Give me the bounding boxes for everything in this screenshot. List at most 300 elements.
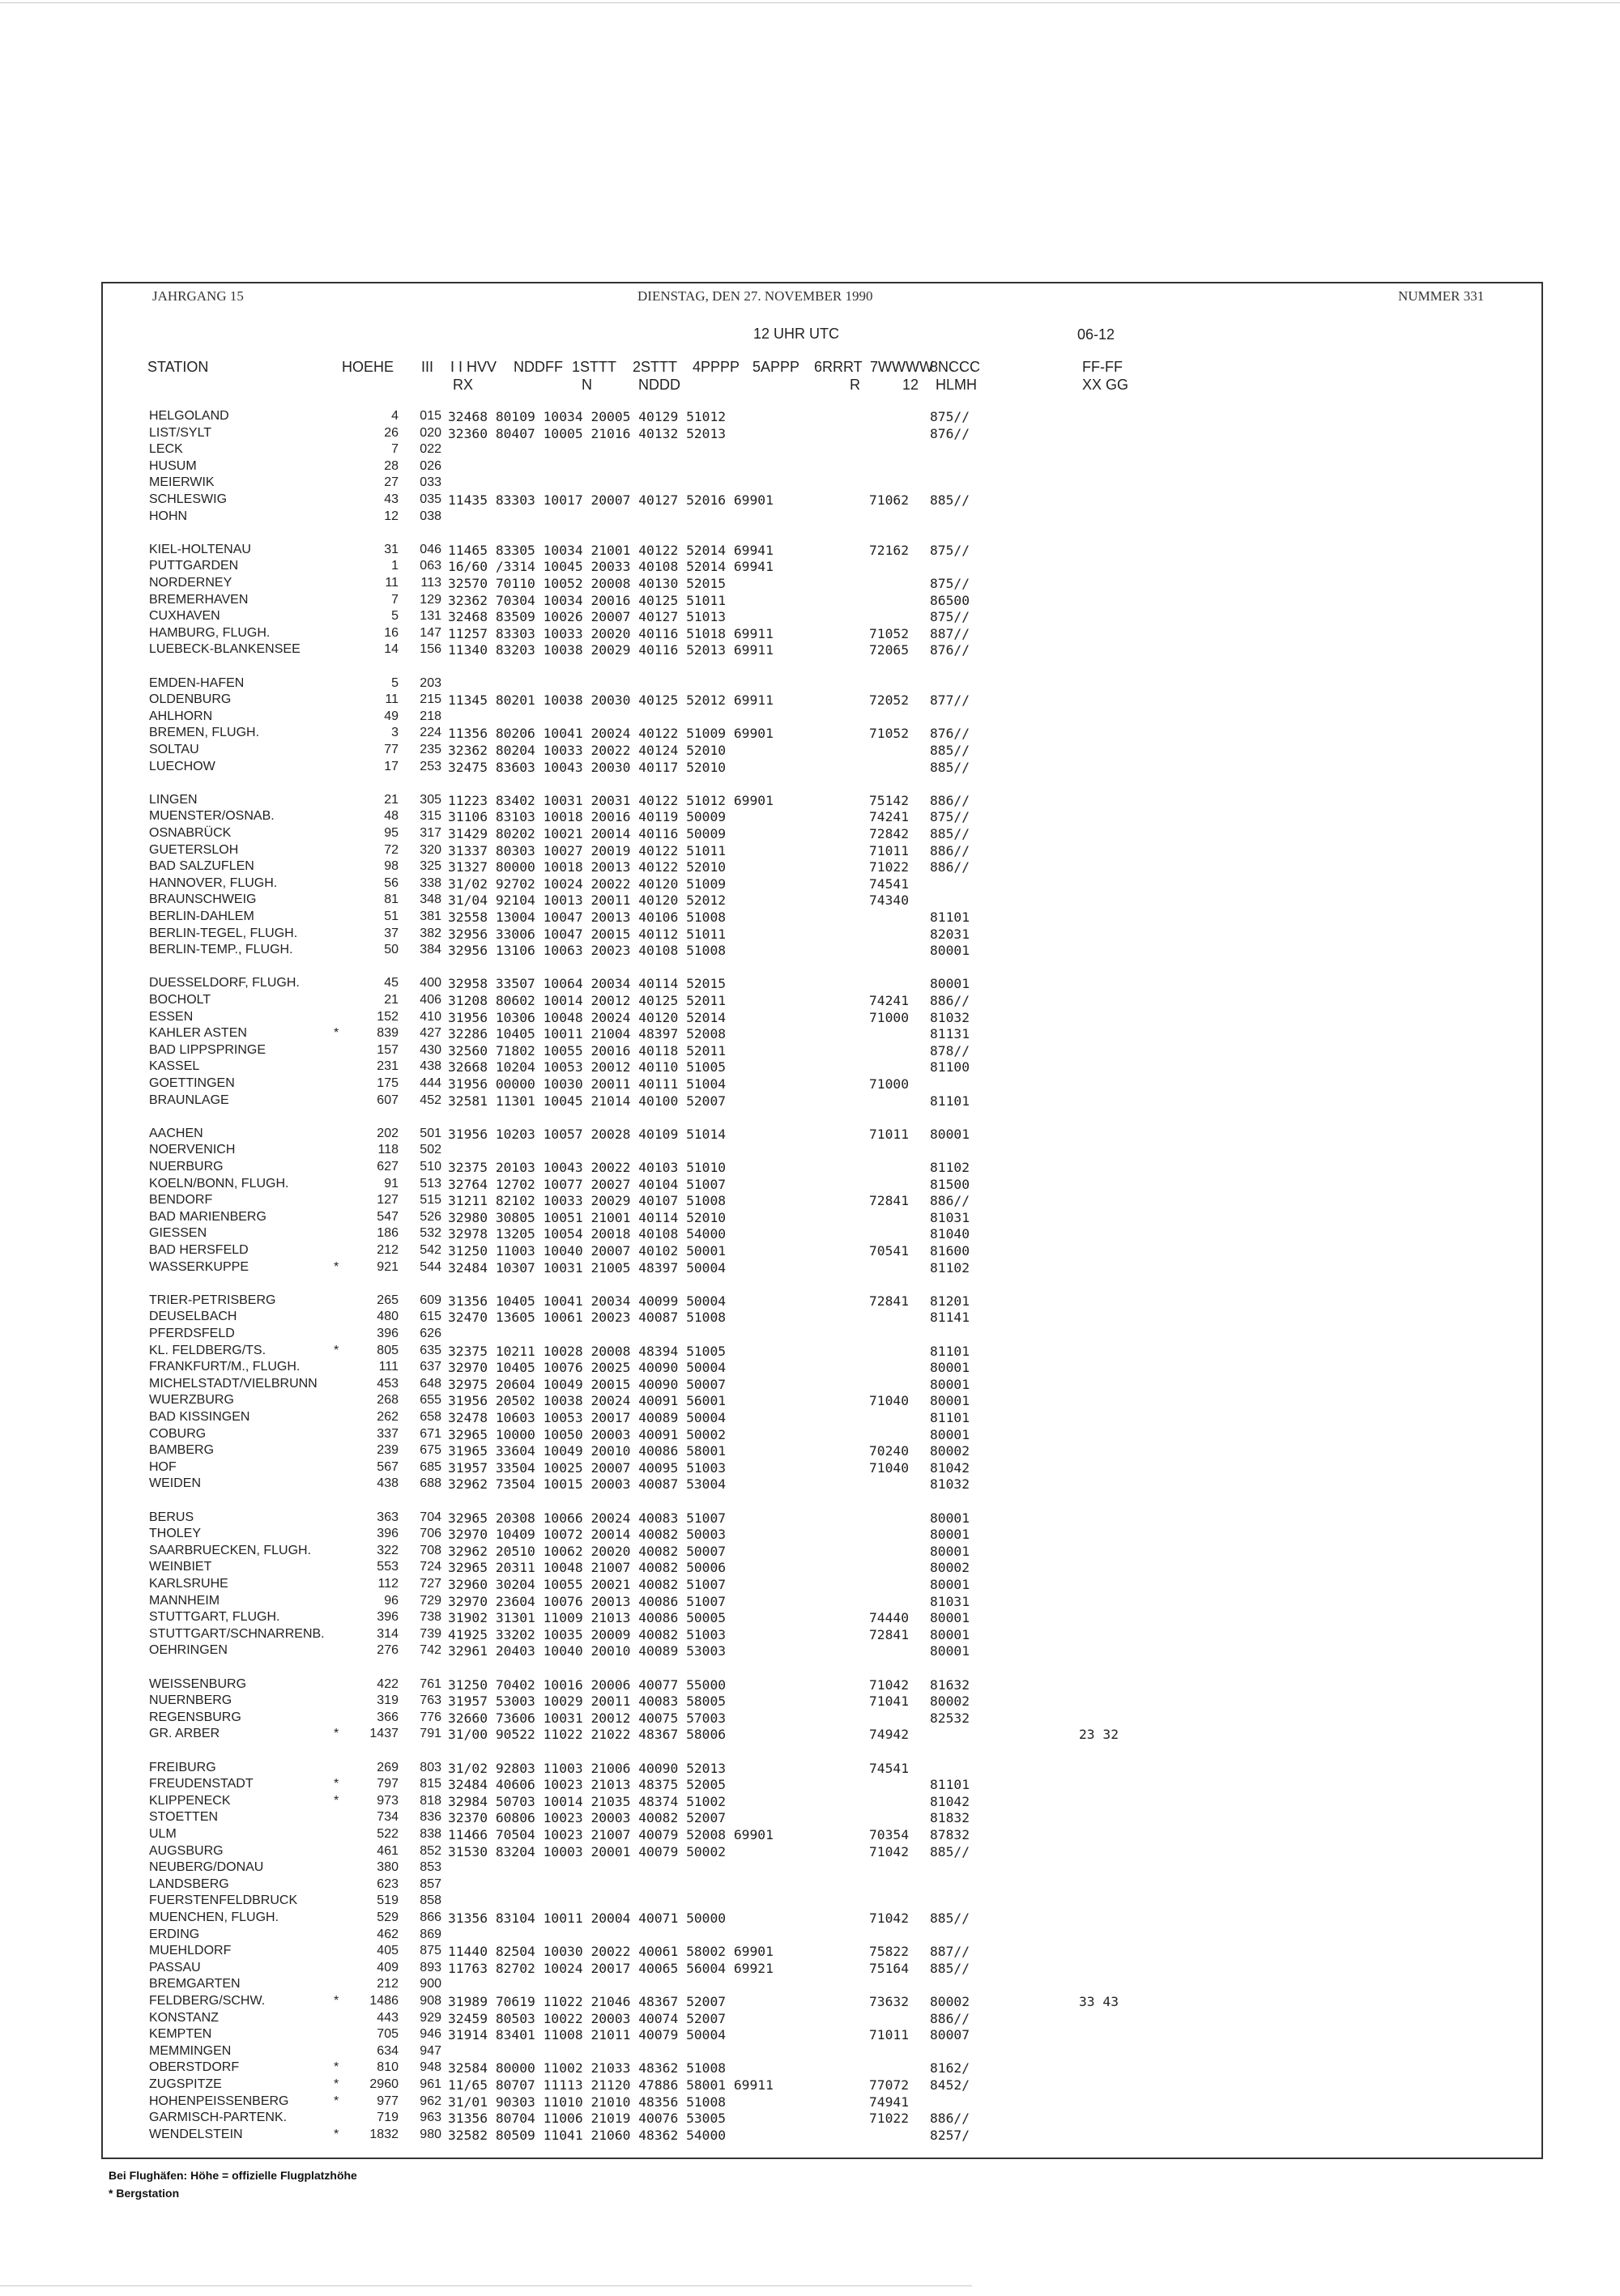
station-name: BAD MARIENBERG xyxy=(149,1209,266,1224)
weather-group: 71011 xyxy=(869,842,910,858)
station-index: 900 xyxy=(420,1977,441,1991)
station-index: 382 xyxy=(420,926,441,940)
cloud-group: 875// xyxy=(930,542,970,558)
station-height: 175 xyxy=(377,1076,399,1090)
cloud-group: 8452/ xyxy=(930,2077,970,2093)
c7-column-header: 6RRRT xyxy=(814,359,863,375)
synop-groups: 11466 70504 10023 21007 40079 52008 69901 xyxy=(448,1827,774,1842)
station-height: 26 xyxy=(384,425,399,440)
cloud-group: 876// xyxy=(930,726,970,742)
station-name: LIST/SYLT xyxy=(149,425,212,440)
cloud-group: 80001 xyxy=(930,1126,970,1142)
station-index: 947 xyxy=(420,2043,441,2058)
synop-groups: 32478 10603 10053 20017 40089 50004 xyxy=(448,1410,727,1425)
synop-groups: 32962 73504 10015 20003 40087 53004 xyxy=(448,1476,727,1493)
station-height: 529 xyxy=(377,1910,399,1924)
synop-groups: 31208 80602 10014 20012 40125 52011 xyxy=(448,993,727,1008)
station-name: HOHENPEISSENBERG xyxy=(149,2094,289,2108)
station-index: 063 xyxy=(420,559,441,573)
cloud-group: 80001 xyxy=(930,1393,970,1409)
station-name: GUETERSLOH xyxy=(149,842,239,857)
synop-groups: 32484 10307 10031 21005 48397 50004 xyxy=(448,1259,727,1276)
station-name: OSNABRÜCK xyxy=(149,826,232,840)
synop-groups: 32459 80503 10022 20003 40074 52007 xyxy=(448,2010,727,2026)
station-name: WASSERKUPPE xyxy=(149,1259,249,1274)
mountain-station-marker: * xyxy=(334,1343,339,1357)
issue-number: NUMMER 331 xyxy=(1398,288,1485,304)
weather-group: 70354 xyxy=(869,1827,910,1842)
station-height: 314 xyxy=(377,1626,399,1641)
station-index: 501 xyxy=(420,1126,441,1140)
gust-group: 23 32 xyxy=(1079,1727,1119,1743)
station-name: BRAUNSCHWEIG xyxy=(149,892,257,907)
station-name: BRAUNLAGE xyxy=(149,1093,229,1107)
iii-column-header: III xyxy=(421,359,434,375)
cloud-group: 80001 xyxy=(930,1610,970,1626)
station-index: 348 xyxy=(420,892,441,907)
station-height: 72 xyxy=(384,842,399,857)
station-name: WENDELSTEIN xyxy=(149,2127,243,2141)
c2-column-header: NDDFF xyxy=(514,359,563,375)
synop-groups: 32965 20311 10048 21007 40082 50006 xyxy=(448,1560,727,1576)
station-name: OEHRINGEN xyxy=(149,1643,228,1658)
synop-groups: 31965 33604 10049 20010 40086 58001 xyxy=(448,1443,727,1459)
station-height: 5 xyxy=(391,609,399,624)
station-height: 3 xyxy=(391,726,399,740)
station-height: 734 xyxy=(377,1810,399,1825)
station-index: 961 xyxy=(420,2077,441,2091)
station-height: 719 xyxy=(377,2111,399,2125)
station-index: 224 xyxy=(420,726,441,740)
synop-groups: 32370 60806 10023 20003 40082 52007 xyxy=(448,1810,727,1826)
station-index: 929 xyxy=(420,2010,441,2025)
synop-groups: 32970 10405 10076 20025 40090 50004 xyxy=(448,1360,727,1376)
weather-group: 74541 xyxy=(869,1760,910,1776)
station-index: 776 xyxy=(420,1710,441,1724)
station-name: MICHELSTADT/VIELBRUNN xyxy=(149,1376,318,1391)
c3-column-subheader: N xyxy=(582,377,592,393)
station-height: 805 xyxy=(377,1343,399,1357)
weather-group: 75822 xyxy=(869,1944,910,1960)
station-index: 893 xyxy=(420,1960,441,1974)
station-height: 7 xyxy=(391,592,399,607)
station-index: 320 xyxy=(420,842,441,857)
station-height: 77 xyxy=(384,743,399,756)
mountain-station-marker: * xyxy=(334,1793,339,1808)
cloud-group: 886// xyxy=(930,2111,970,2127)
station-index: 688 xyxy=(420,1476,441,1491)
station-name: SCHLESWIG xyxy=(149,492,228,506)
synop-groups: 31/02 92702 10024 20022 40120 51009 xyxy=(448,875,727,892)
synop-groups: 31989 70619 11022 21046 48367 52007 xyxy=(448,1994,727,2009)
station-name: MANNHEIM xyxy=(149,1593,220,1608)
station-name: SAARBRUECKEN, FLUGH. xyxy=(149,1543,312,1557)
station-name: GOETTINGEN xyxy=(149,1076,235,1090)
station-index: 635 xyxy=(420,1343,441,1357)
cloud-group: 81101 xyxy=(930,909,970,925)
station-height: 7 xyxy=(391,442,399,457)
cloud-group: 81032 xyxy=(930,1009,970,1025)
synop-groups: 32980 30805 10051 21001 40114 52010 xyxy=(448,1209,727,1225)
station-name: BAD KISSINGEN xyxy=(149,1410,250,1424)
synop-groups: 31356 10405 10041 20034 40099 50004 xyxy=(448,1293,727,1309)
footnote-mountain-station: * Bergstation xyxy=(109,2187,180,2200)
station-index: 761 xyxy=(420,1676,441,1691)
c1-column-header: I I HVV xyxy=(450,359,497,375)
station-height: 522 xyxy=(377,1827,399,1841)
c10-column-header: FF-FF xyxy=(1082,359,1123,375)
c8-column-header: 7WWWW xyxy=(870,359,933,375)
station-height: 37 xyxy=(384,926,399,940)
station-name: NEUBERG/DONAU xyxy=(149,1860,264,1875)
cloud-group: 887// xyxy=(930,1944,970,1960)
station-height: 480 xyxy=(377,1310,399,1324)
cloud-group: 8257/ xyxy=(930,2127,970,2143)
station-height: 276 xyxy=(377,1643,399,1658)
station-height: 462 xyxy=(377,1927,399,1941)
hoehe-column-header: HOEHE xyxy=(342,359,394,375)
station-height: 409 xyxy=(377,1960,399,1974)
weather-group: 72162 xyxy=(869,542,910,558)
station-name: REGENSBURG xyxy=(149,1710,241,1724)
station-height: 51 xyxy=(384,909,399,923)
station-index: 305 xyxy=(420,792,441,807)
station-index: 452 xyxy=(420,1093,441,1107)
station-name: KEMPTEN xyxy=(149,2027,212,2042)
station-index: 526 xyxy=(420,1209,441,1224)
synop-groups: 32362 70304 10034 20016 40125 51011 xyxy=(448,592,727,608)
mountain-station-marker: * xyxy=(334,1777,339,1791)
cloud-group: 81131 xyxy=(930,1026,970,1042)
station-name: HANNOVER, FLUGH. xyxy=(149,875,278,890)
weather-group: 71040 xyxy=(869,1393,910,1409)
cloud-group: 82031 xyxy=(930,926,970,942)
station-index: 427 xyxy=(420,1026,441,1041)
station-index: 962 xyxy=(420,2094,441,2108)
synop-groups: 32360 80407 10005 21016 40132 52013 xyxy=(448,425,727,441)
station-height: 11 xyxy=(385,692,399,707)
weather-group: 71041 xyxy=(869,1693,910,1710)
station-height: 269 xyxy=(377,1760,399,1774)
station-name: BENDORF xyxy=(149,1193,213,1208)
synop-groups: 32956 33006 10047 20015 40112 51011 xyxy=(448,926,727,942)
station-name: BREMERHAVEN xyxy=(149,592,249,607)
station-height: 453 xyxy=(377,1376,399,1391)
station-height: 519 xyxy=(377,1893,399,1908)
cloud-group: 885// xyxy=(930,1910,970,1926)
synop-groups: 32581 11301 10045 21014 40100 52007 xyxy=(448,1093,727,1109)
station-index: 852 xyxy=(420,1843,441,1858)
station-name: KL. FELDBERG/TS. xyxy=(149,1343,266,1357)
cloud-group: 885// xyxy=(930,759,970,775)
synop-groups: 11356 80206 10041 20024 40122 51009 69901 xyxy=(448,726,774,742)
station-height: 396 xyxy=(377,1327,399,1340)
station-height: 202 xyxy=(377,1126,399,1140)
station-name: BOCHOLT xyxy=(149,993,211,1007)
footnote-airports: Bei Flughäfen: Höhe = offizielle Flugplatzhöhe xyxy=(109,2169,357,2182)
station-name: BAD LIPPSPRINGE xyxy=(149,1042,266,1057)
station-index: 946 xyxy=(420,2027,441,2042)
cloud-group: 81101 xyxy=(930,1343,970,1359)
station-height: 118 xyxy=(377,1143,399,1157)
synop-groups: 31957 33504 10025 20007 40095 51003 xyxy=(448,1459,727,1476)
station-name: LECK xyxy=(149,442,183,457)
station-name: MUENSTER/OSNAB. xyxy=(149,809,275,824)
cloud-group: 86500 xyxy=(930,592,970,608)
station-name: AUGSBURG xyxy=(149,1843,224,1858)
station-height: 2960 xyxy=(369,2077,399,2091)
station-name: PFERDSFELD xyxy=(149,1327,235,1340)
station-name: THOLEY xyxy=(149,1527,202,1541)
station-height: 265 xyxy=(377,1293,399,1307)
cloud-group: 81201 xyxy=(930,1293,970,1309)
station-height: 623 xyxy=(377,1876,399,1891)
synop-groups: 32965 10000 10050 20003 40091 50002 xyxy=(448,1426,727,1442)
station-name: STOETTEN xyxy=(149,1810,219,1825)
station-height: 396 xyxy=(377,1527,399,1541)
station-index: 338 xyxy=(420,875,441,890)
station-index: 515 xyxy=(420,1193,441,1208)
station-name: SOLTAU xyxy=(149,743,199,756)
cloud-group: 81101 xyxy=(930,1777,970,1793)
station-name: CUXHAVEN xyxy=(149,609,220,624)
c6-column-header: 5APPP xyxy=(752,359,800,375)
cloud-group: 886// xyxy=(930,792,970,808)
station-name: MEMMINGEN xyxy=(149,2043,232,2058)
station-index: 410 xyxy=(420,1009,441,1024)
station-index: 671 xyxy=(420,1426,441,1441)
station-height: 95 xyxy=(384,826,399,840)
synop-groups: 32956 13106 10063 20023 40108 51008 xyxy=(448,943,727,959)
cloud-group: 876// xyxy=(930,425,970,441)
station-index: 325 xyxy=(420,859,441,874)
station-index: 858 xyxy=(420,1893,441,1908)
station-height: 1437 xyxy=(369,1727,399,1741)
date-label: DIENSTAG, DEN 27. NOVEMBER 1990 xyxy=(637,288,873,304)
station-index: 637 xyxy=(420,1360,441,1374)
weather-group: 73632 xyxy=(869,1994,910,2009)
station-index: 046 xyxy=(420,542,441,556)
synop-groups: 31250 11003 10040 20007 40102 50001 xyxy=(448,1243,727,1259)
cloud-group: 885// xyxy=(930,1960,970,1976)
synop-groups: 31356 83104 10011 20004 40071 50000 xyxy=(448,1910,727,1926)
station-height: 396 xyxy=(377,1610,399,1625)
synop-groups: 31/01 90303 11010 21010 48356 51008 xyxy=(448,2094,727,2110)
station-height: 231 xyxy=(377,1059,399,1074)
station-name: DEUSELBACH xyxy=(149,1310,237,1324)
station-index: 020 xyxy=(420,425,441,440)
station-height: 12 xyxy=(384,509,399,523)
station-index: 253 xyxy=(420,759,441,773)
weather-group: 71011 xyxy=(869,2027,910,2043)
station-name: GIESSEN xyxy=(149,1226,207,1241)
station-index: 869 xyxy=(420,1927,441,1941)
station-index: 658 xyxy=(420,1410,441,1424)
mountain-station-marker: * xyxy=(334,1026,339,1041)
weather-group: 71022 xyxy=(869,2111,910,2127)
station-index: 513 xyxy=(420,1176,441,1191)
station-height: 380 xyxy=(377,1860,399,1875)
station-index: 532 xyxy=(420,1226,441,1241)
weather-group: 72052 xyxy=(869,692,910,709)
synop-groups: 32970 10409 10072 20014 40082 50003 xyxy=(448,1527,727,1543)
weather-group: 72842 xyxy=(869,826,910,841)
station-index: 875 xyxy=(420,1944,441,1958)
station-index: 022 xyxy=(420,442,441,457)
cloud-group: 81040 xyxy=(930,1226,970,1242)
station-index: 836 xyxy=(420,1810,441,1825)
cloud-group: 80007 xyxy=(930,2027,970,2043)
weather-group: 70541 xyxy=(869,1243,910,1259)
cloud-group: 80001 xyxy=(930,976,970,992)
station-name: BREMGARTEN xyxy=(149,1977,241,1991)
cloud-group: 80001 xyxy=(930,1626,970,1642)
synop-groups: 31/00 90522 11022 21022 48367 58006 xyxy=(448,1727,727,1743)
cloud-group: 87832 xyxy=(930,1827,970,1842)
station-name: KAHLER ASTEN xyxy=(149,1026,247,1041)
station-name: ERDING xyxy=(149,1927,200,1941)
gust-group: 33 43 xyxy=(1079,1994,1119,2009)
synop-groups: 32962 20510 10062 20020 40082 50007 xyxy=(448,1543,727,1559)
c10-column-subheader: XX GG xyxy=(1082,377,1129,393)
cloud-group: 877// xyxy=(930,692,970,709)
synop-groups: 16/60 /3314 10045 20033 40108 52014 69941 xyxy=(448,559,774,575)
station-index: 615 xyxy=(420,1310,441,1324)
weather-group: 74241 xyxy=(869,809,910,825)
cloud-group: 80001 xyxy=(930,1577,970,1592)
station-index: 838 xyxy=(420,1827,441,1841)
station-index: 131 xyxy=(420,609,441,624)
synop-groups: 31956 00000 10030 20011 40111 51004 xyxy=(448,1076,727,1092)
cloud-group: 875// xyxy=(930,576,970,591)
weather-group: 71052 xyxy=(869,726,910,742)
synop-groups: 11257 83303 10033 20020 40116 51018 69911 xyxy=(448,625,774,641)
cloud-group: 886// xyxy=(930,993,970,1008)
cloud-group: 81102 xyxy=(930,1259,970,1276)
cloud-group: 81600 xyxy=(930,1243,970,1259)
station-index: 129 xyxy=(420,592,441,607)
station-height: 268 xyxy=(377,1393,399,1408)
station-height: 98 xyxy=(384,859,399,874)
synop-groups: 32362 80204 10033 20022 40124 52010 xyxy=(448,743,727,758)
station-height: 319 xyxy=(377,1693,399,1708)
cloud-group: 81632 xyxy=(930,1676,970,1693)
synop-groups: 32560 71802 10055 20016 40118 52011 xyxy=(448,1042,727,1059)
station-height: 1486 xyxy=(369,1994,399,2008)
station-height: 96 xyxy=(384,1593,399,1608)
station-name: GARMISCH-PARTENK. xyxy=(149,2111,288,2125)
station-index: 502 xyxy=(420,1143,441,1157)
station-height: 553 xyxy=(377,1560,399,1574)
station-height: 91 xyxy=(384,1176,399,1191)
station-height: 127 xyxy=(377,1193,399,1208)
station-height: 50 xyxy=(384,943,399,957)
station-name: NOERVENICH xyxy=(149,1143,236,1157)
cloud-group: 80001 xyxy=(930,1426,970,1442)
station-height: 607 xyxy=(377,1093,399,1107)
station-height: 634 xyxy=(377,2043,399,2058)
synop-groups: 32975 20604 10049 20015 40090 50007 xyxy=(448,1376,727,1392)
synop-groups: 31337 80303 10027 20019 40122 51011 xyxy=(448,842,727,858)
synop-groups: 31902 31301 11009 21013 40086 50005 xyxy=(448,1610,727,1626)
cloud-group: 81100 xyxy=(930,1059,970,1076)
station-index: 818 xyxy=(420,1793,441,1808)
cloud-group: 875// xyxy=(930,809,970,825)
station-height: 5 xyxy=(391,675,399,690)
station-height: 239 xyxy=(377,1443,399,1458)
station-name: LINGEN xyxy=(149,792,198,807)
synop-groups: 31956 10306 10048 20024 40120 52014 xyxy=(448,1009,727,1025)
synop-groups: 11/65 80707 11113 21120 47886 58001 69911 xyxy=(448,2077,774,2093)
weather-group: 72841 xyxy=(869,1293,910,1309)
c1-column-subheader: RX xyxy=(453,377,474,393)
station-name: AHLHORN xyxy=(149,709,213,723)
station-height: 705 xyxy=(377,2027,399,2042)
station-index: 706 xyxy=(420,1527,441,1541)
synop-groups: 31429 80202 10021 20014 40116 50009 xyxy=(448,826,727,841)
period-heading: 06-12 xyxy=(1077,326,1115,343)
cloud-group: 80002 xyxy=(930,1560,970,1576)
weather-group: 71042 xyxy=(869,1676,910,1693)
synop-groups: 32558 13004 10047 20013 40106 51008 xyxy=(448,909,727,925)
synop-groups: 11340 83203 10038 20029 40116 52013 69911 xyxy=(448,642,774,658)
station-name: KIEL-HOLTENAU xyxy=(149,542,251,556)
station-index: 738 xyxy=(420,1610,441,1625)
cloud-group: 81042 xyxy=(930,1793,970,1809)
weather-group: 71040 xyxy=(869,1459,910,1476)
station-index: 742 xyxy=(420,1643,441,1658)
station-index: 203 xyxy=(420,675,441,690)
station-name: PUTTGARDEN xyxy=(149,559,239,573)
station-name: PASSAU xyxy=(149,1960,201,1974)
station-index: 035 xyxy=(420,492,441,506)
c5-column-header: 4PPPP xyxy=(693,359,740,375)
synop-groups: 31327 80000 10018 20013 40122 52010 xyxy=(448,859,727,875)
station-index: 544 xyxy=(420,1259,441,1274)
station-height: 363 xyxy=(377,1510,399,1524)
station-height: 262 xyxy=(377,1410,399,1424)
cloud-group: 875// xyxy=(930,409,970,424)
weather-group: 71042 xyxy=(869,1843,910,1859)
station-index: 026 xyxy=(420,458,441,473)
station-index: 980 xyxy=(420,2127,441,2141)
synop-groups: 31956 10203 10057 20028 40109 51014 xyxy=(448,1126,727,1142)
cloud-group: 886// xyxy=(930,1193,970,1209)
synop-groups: 31211 82102 10033 20029 40107 51008 xyxy=(448,1193,727,1209)
station-index: 317 xyxy=(420,826,441,840)
c9-column-header: 8NCCC xyxy=(930,359,981,375)
synop-groups: 11345 80201 10038 20030 40125 52012 69911 xyxy=(448,692,774,709)
station-index: 727 xyxy=(420,1577,441,1591)
mountain-station-marker: * xyxy=(334,1727,339,1741)
station-index: 542 xyxy=(420,1243,441,1257)
station-height: 81 xyxy=(384,892,399,907)
station-index: 708 xyxy=(420,1543,441,1557)
synop-groups: 41925 33202 10035 20009 40082 51003 xyxy=(448,1626,727,1642)
cloud-group: 81500 xyxy=(930,1176,970,1192)
station-height: 422 xyxy=(377,1676,399,1691)
cloud-group: 81031 xyxy=(930,1593,970,1609)
weather-group: 77072 xyxy=(869,2077,910,2093)
station-name: ULM xyxy=(149,1827,177,1841)
station-index: 147 xyxy=(420,625,441,640)
synop-groups: 31356 80704 11006 21019 40076 53005 xyxy=(448,2111,727,2127)
station-name: NUERNBERG xyxy=(149,1693,232,1708)
station-name: WUERZBURG xyxy=(149,1393,234,1408)
station-index: 315 xyxy=(420,809,441,824)
station-name: KOELN/BONN, FLUGH. xyxy=(149,1176,289,1191)
station-height: 1832 xyxy=(369,2127,399,2141)
